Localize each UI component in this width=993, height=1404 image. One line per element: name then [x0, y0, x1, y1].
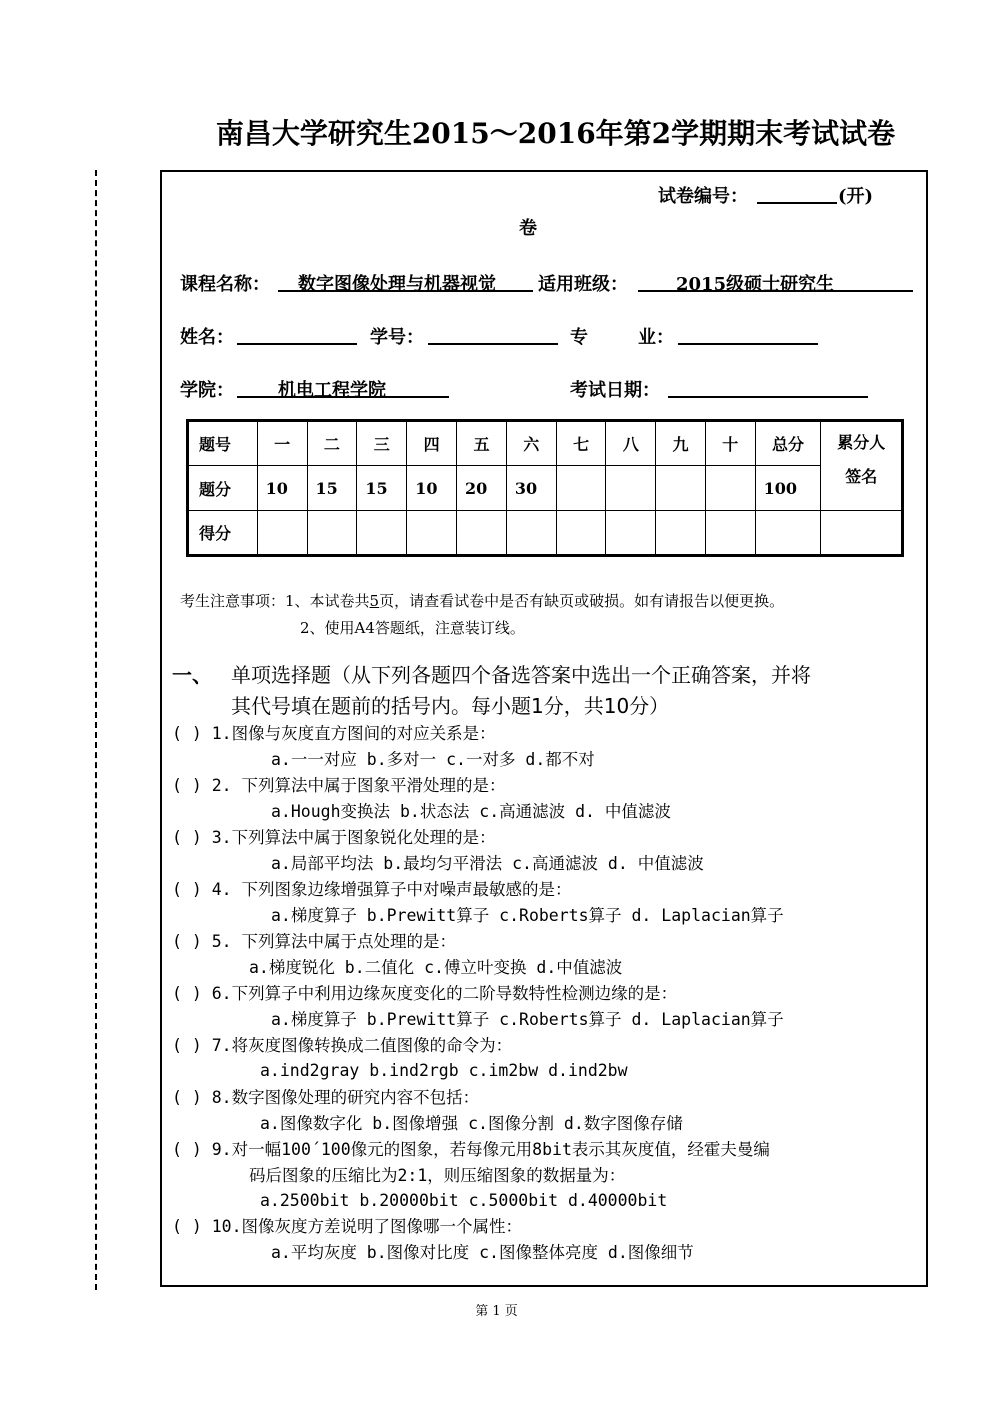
exam-title: 南昌大学研究生2015～2016年第2学期期末考试试卷 [215, 117, 896, 150]
score-cell[interactable] [257, 511, 307, 556]
notice-line-2: 2、使用A4答题纸，注意装订线。 [300, 619, 525, 637]
question-9-options: a.2500bit b.20000bit c.5000bit d.40000bit [260, 1191, 668, 1210]
score-header-cell: 九 [656, 421, 706, 466]
points-cell: 30 [506, 466, 556, 511]
question-1: ( ) 1.图像与灰度直方图间的对应关系是： [172, 724, 496, 743]
date-label: 考试日期： [570, 380, 660, 401]
points-cell: 15 [357, 466, 407, 511]
score-cell[interactable] [656, 511, 706, 556]
section-heading-line-1: 单项选择题（从下列各题四个备选答案中选出一个正确答案，并将 [231, 663, 811, 687]
question-6-options: a.梯度算子 b.Prewitt算子 c.Roberts算子 d. Laplacian算子 [271, 1010, 784, 1029]
class-label: 适用班级： [538, 274, 628, 295]
major-blank[interactable] [678, 323, 818, 345]
question-6: ( ) 6.下列算子中利用边缘灰度变化的二阶导数特性检测边缘的是： [172, 984, 678, 1003]
score-cell[interactable] [755, 511, 821, 556]
question-3-options: a.局部平均法 b.最均匀平滑法 c.高通滤波 d. 中值滤波 [271, 854, 704, 873]
points-cell [556, 466, 606, 511]
grader-label-2: 签名 [845, 467, 878, 486]
college-label: 学院： [180, 380, 234, 401]
points-cell: 10 [407, 466, 457, 511]
points-label: 题分 [188, 466, 258, 511]
score-header-cell: 七 [556, 421, 606, 466]
paper-type-wrap: 卷 [519, 218, 537, 239]
name-label: 姓名： [180, 327, 234, 348]
points-cell: 10 [257, 466, 307, 511]
question-3: ( ) 3.下列算法中属于图象锐化处理的是： [172, 828, 496, 847]
score-header-cell: 五 [457, 421, 507, 466]
points-cell [606, 466, 656, 511]
points-cell [705, 466, 755, 511]
points-cell: 15 [307, 466, 357, 511]
points-cell: 20 [457, 466, 507, 511]
question-8: ( ) 8.数字图像处理的研究内容不包括： [172, 1088, 480, 1107]
score-header-cell: 三 [357, 421, 407, 466]
college-value: 机电工程学院 [278, 380, 386, 401]
question-8-options: a.图像数字化 b.图像增强 c.图像分割 d.数字图像存储 [260, 1114, 683, 1133]
question-7: ( ) 7.将灰度图像转换成二值图像的命令为： [172, 1036, 513, 1055]
score-cell[interactable] [307, 511, 357, 556]
question-1-options: a.一一对应 b.多对一 c.一对多 d.都不对 [271, 750, 595, 769]
points-cell: 100 [755, 466, 821, 511]
date-blank[interactable] [668, 376, 868, 398]
page-footer: 第 1 页 [475, 1304, 518, 1319]
question-9: ( ) 9.对一幅100´100像元的图象，若每像元用8bit表示其灰度值，经霍夫曼编 [172, 1140, 770, 1159]
course-value: 数字图像处理与机器视觉 [298, 274, 496, 295]
notice-prefix: 考生注意事项：1、本试卷共 [180, 592, 370, 610]
score-cell[interactable] [457, 511, 507, 556]
question-7-options: a.ind2gray b.ind2rgb c.im2bw d.ind2bw [260, 1061, 628, 1080]
score-table [186, 419, 904, 557]
question-4: ( ) 4. 下列图象边缘增强算子中对噪声最敏感的是： [172, 880, 572, 899]
score-header-cell: 八 [606, 421, 656, 466]
score-cell[interactable] [407, 511, 457, 556]
points-cell [656, 466, 706, 511]
paper-type: (开) [838, 186, 874, 207]
score-header-cell: 一 [257, 421, 307, 466]
class-value: 2015级硕士研究生 [676, 274, 835, 295]
question-9-line-2: 码后图象的压缩比为2:1，则压缩图象的数据量为： [249, 1166, 626, 1185]
question-10: ( ) 10.图像灰度方差说明了图像哪一个属性： [172, 1217, 523, 1236]
score-cell[interactable] [821, 511, 903, 556]
score-header-cell: 十 [705, 421, 755, 466]
score-header-cell: 题号 [188, 421, 258, 466]
binding-line [95, 170, 97, 1290]
course-label: 课程名称： [180, 274, 270, 295]
section-number: 一、 [172, 663, 212, 687]
name-blank[interactable] [237, 323, 357, 345]
question-2-options: a.Hough变换法 b.状态法 c.高通滤波 d. 中值滤波 [271, 802, 671, 821]
notice-line-1 [180, 590, 784, 611]
score-cell[interactable] [606, 511, 656, 556]
score-cell[interactable] [357, 511, 407, 556]
paper-number-label: 试卷编号： [658, 186, 748, 207]
question-4-options: a.梯度算子 b.Prewitt算子 c.Roberts算子 d. Laplacian算子 [271, 906, 784, 925]
section-heading-line-2: 其代号填在题前的括号内。每小题1分，共10分） [231, 694, 670, 718]
grader-cell [821, 421, 903, 511]
id-blank[interactable] [428, 323, 558, 345]
question-5: ( ) 5. 下列算法中属于点处理的是： [172, 932, 457, 951]
score-cell[interactable] [705, 511, 755, 556]
score-label: 得分 [188, 511, 258, 556]
score-cell[interactable] [506, 511, 556, 556]
score-header-cell: 总分 [755, 421, 821, 466]
question-5-options: a.梯度锐化 b.二值化 c.傅立叶变换 d.中值滤波 [249, 958, 623, 977]
notice-pages: 5 [369, 592, 380, 610]
score-header-cell: 四 [407, 421, 457, 466]
paper-number-blank[interactable] [757, 182, 837, 204]
question-10-options: a.平均灰度 b.图像对比度 c.图像整体亮度 d.图像细节 [271, 1243, 694, 1262]
id-label: 学号： [370, 327, 424, 348]
score-header-cell: 二 [307, 421, 357, 466]
score-cell[interactable] [556, 511, 606, 556]
question-2: ( ) 2. 下列算法中属于图象平滑处理的是： [172, 776, 506, 795]
major-label-2: 业： [638, 327, 674, 348]
major-label-1: 专 [570, 327, 588, 348]
notice-suffix: 页，请查看试卷中是否有缺页或破损。如有请报告以便更换。 [379, 592, 785, 610]
score-header-cell: 六 [506, 421, 556, 466]
grader-label-1: 累分人 [837, 433, 886, 452]
